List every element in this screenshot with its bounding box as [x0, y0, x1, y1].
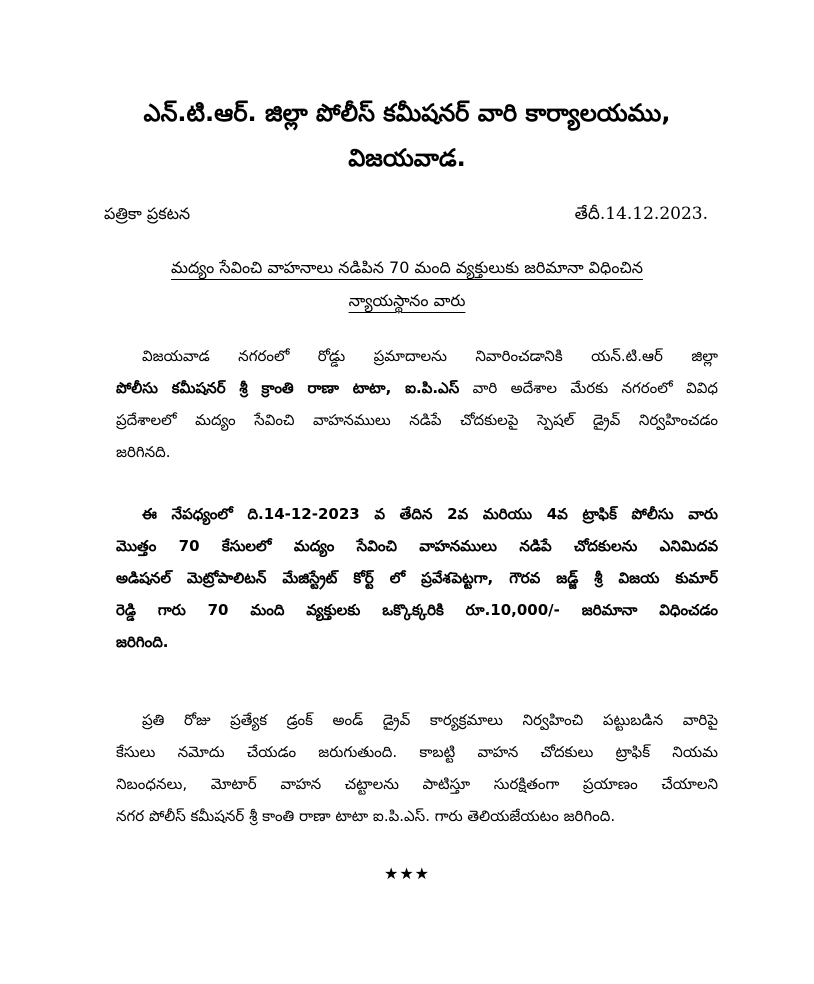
paragraph-line: ఈ నేపధ్యంలో ది.14-12-2023 వ తేదిన 2వ మరియు 4వ ట్రాఫిక్ పోలీసు వారు	[142, 505, 718, 523]
paragraph-line: జరిగినది.	[116, 443, 171, 461]
paragraph-line: జరిగింది.	[116, 633, 169, 651]
paragraph-text: వారి అదేశాల మేరకు నగరంలో వివిధ	[459, 379, 718, 397]
paragraph-line	[116, 372, 718, 404]
paragraph-line: రెడ్డి గారు 70 మంది వ్యక్తులకు ఒక్కొక్కరికి రూ.10,000/- జరిమానా విధించడం	[116, 601, 718, 619]
office-city: విజయవాడ.	[348, 144, 466, 172]
paragraph-1	[116, 340, 718, 468]
headline-line-1	[0, 255, 814, 281]
paragraph-line: నిబంధనలు, మోటార్ వాహన చట్టాలను పాటిస్తూ సురక్షితంగా ప్రయాణం చేయాలని	[116, 775, 718, 793]
headline-text-2: న్యాయస్థానం వారు	[348, 291, 466, 310]
paragraph-2	[116, 498, 718, 658]
office-title: ఎన్.టి.ఆర్. జిల్లా పోలీస్ కమీషనర్ వారి కార్యాలయము,	[143, 99, 671, 127]
commissioner-name-bold: పోలీసు కమీషనర్ శ్రీ క్రాంతి రాణా టాటా, ఐ.పి.ఎస్	[116, 379, 460, 397]
paragraph-line: అడిషనల్ మెట్రోపాలిటన్ మేజిస్ట్రేట్ కోర్ట్ లో ప్రవేశపెట్టగా, గౌరవ జడ్జ్ శ్రీ విజయ కుమార్	[116, 569, 718, 587]
headline-line-2	[0, 288, 814, 314]
meta-row	[104, 201, 708, 227]
paragraph-line: ప్రతి రోజు ప్రత్యేక డ్రంక్ అండ్ డ్రైవ్ కార్యక్రమాలు నిర్వహించి పట్టుబడిన వారిపై	[142, 711, 718, 729]
paragraph-3	[116, 704, 718, 832]
paragraph-line: కేసులు నమోదు చేయడం జరుగుతుంది. కాబట్టి వాహన చోదకులు ట్రాఫిక్ నియమ	[116, 743, 718, 761]
press-release-label: పత్రికా ప్రకటన	[104, 204, 191, 223]
paragraph-line: ప్రదేశాలలో మద్యం సేవించి వాహనములు నడిపే చోదకులపై స్పెషల్ డ్రైవ్ నిర్వహించడం	[116, 411, 718, 429]
paragraph-line: విజయవాడ నగరంలో రోడ్డు ప్రమాదాలను నివారించడానికి యన్.టి.ఆర్ జిల్లా	[142, 347, 718, 365]
closing-stars: ★★★	[383, 864, 431, 883]
paragraph-line: మొత్తం 70 కేసులలో మద్యం సేవించి వాహనములు నడిపే చోదకులను ఎనిమిదవ	[116, 537, 718, 555]
headline-text-1: మద్యం సేవించి వాహనాలు నడిపిన 70 మంది వ్యక్తులుకు జరిమానా విధించిన	[171, 258, 643, 277]
paragraph-line: నగర పోలీస్ కమీషనర్ శ్రీ కాంతి రాణా టాటా ఐ.పి.ఎస్. గారు తెలియజేయటం జరిగింది.	[116, 807, 616, 825]
release-date: తేదీ.14.12.2023.	[574, 204, 708, 224]
